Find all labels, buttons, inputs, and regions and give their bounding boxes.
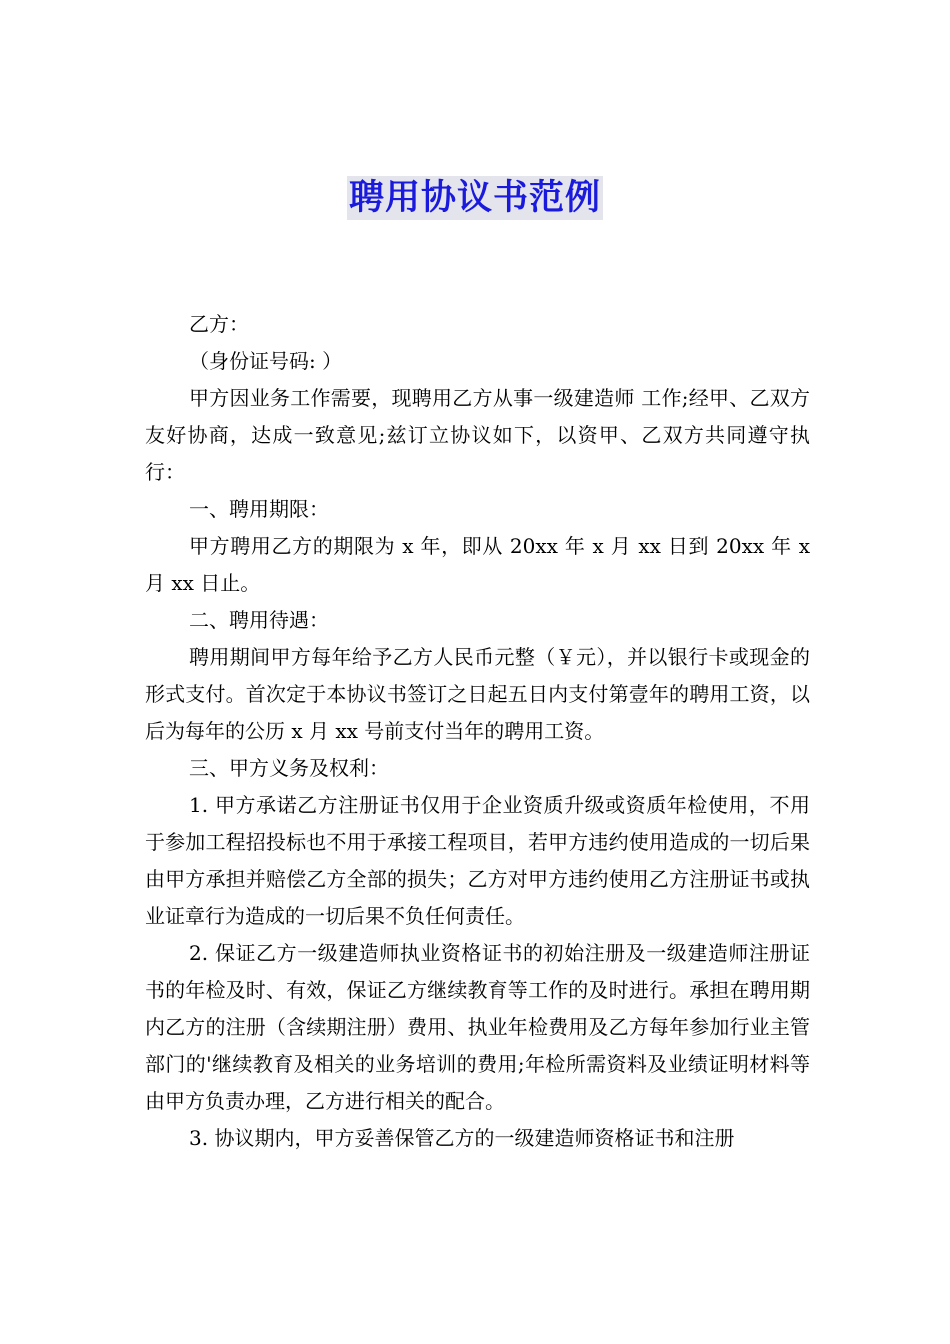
paragraph-id-number: （身份证号码: ） <box>189 349 343 373</box>
paragraph-intro: 甲方因业务工作需要，现聘用乙方从事一级建造师 工作;经甲、乙双方友好协商，达成一致意见;兹订立协议如下，以资甲、乙双方共同遵守执行： <box>145 386 810 484</box>
paragraph-term: 甲方聘用乙方的期限为 x 年，即从 20xx 年 x 月 xx 日到 20xx 年 x 月 xx 日止。 <box>145 534 810 595</box>
paragraph-obligation-1: 1. 甲方承诺乙方注册证书仅用于企业资质升级或资质年检使用，不用于参加工程招投标也不用于承接工程项目，若甲方违约使用造成的一切后果由甲方承担并赔偿乙方全部的损失；乙方对甲方违约使用乙方注册证书或执业证章行为造成的一切后果不负任何责任。 <box>145 793 810 928</box>
document-body <box>145 306 810 1157</box>
document-title: 聘用协议书范例 <box>348 178 601 218</box>
heading-obligations: 三、甲方义务及权利： <box>189 756 389 780</box>
heading-term: 一、聘用期限： <box>189 497 329 521</box>
paragraph-salary: 聘用期间甲方每年给予乙方人民币元整（￥元），并以银行卡或现金的形式支付。首次定于本协议书签订之日起五日内支付第壹年的聘用工资，以后为每年的公历 x 月 xx 号前支付当年的聘用工资。 <box>145 645 810 743</box>
heading-salary: 二、聘用待遇： <box>189 608 329 632</box>
title-container <box>0 176 950 220</box>
paragraph-obligation-2: 2. 保证乙方一级建造师执业资格证书的初始注册及一级建造师注册证书的年检及时、有效，保证乙方继续教育等工作的及时进行。承担在聘用期内乙方的注册（含续期注册）费用、执业年检费用及乙方每年参加行业主管部门的'继续教育及相关的业务培训的费用;年检所需资料及业绩证明材料等由甲方负责办理，乙方进行相关的配合。 <box>145 941 810 1113</box>
paragraph-party-b: 乙方： <box>189 312 249 336</box>
paragraph-obligation-3: 3. 协议期内，甲方妥善保管乙方的一级建造师资格证书和注册 <box>189 1126 735 1150</box>
